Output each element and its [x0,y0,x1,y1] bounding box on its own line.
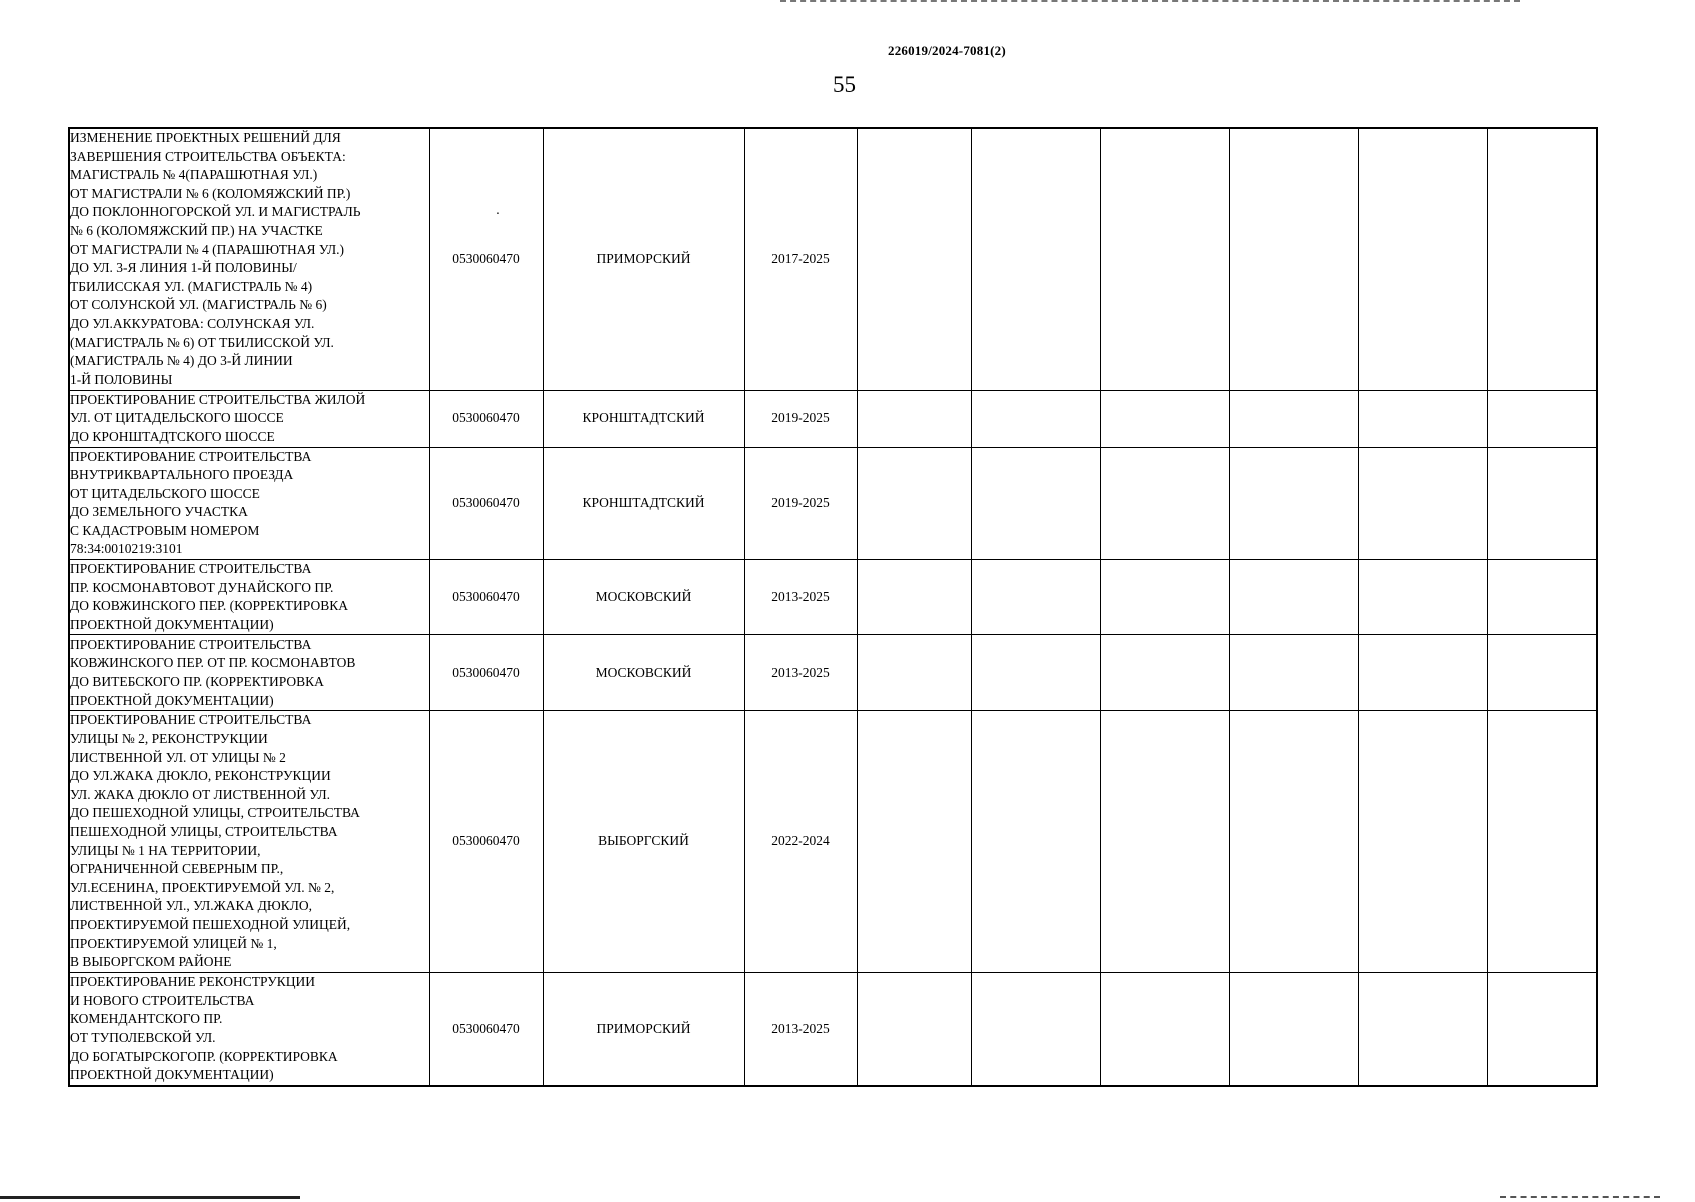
empty-cell [1229,972,1358,1086]
empty-cell [857,390,971,447]
object-name: ПРОЕКТИРОВАНИЕ СТРОИТЕЛЬСТВА ЖИЛОЙ УЛ. ОТ ЦИТАДЕЛЬСКОГО ШОССЕ ДО КРОНШТАДТСКОГО ШОССЕ [69,390,429,447]
period: 2013-2025 [744,972,857,1086]
empty-cell [971,128,1100,390]
empty-cell [971,635,1100,711]
empty-cell [1229,711,1358,972]
table-row [69,390,1597,447]
works-table [68,127,1598,1087]
district: КРОНШТАДТСКИЙ [543,390,744,447]
table-row [69,635,1597,711]
empty-cell [1358,972,1487,1086]
empty-cell [1100,128,1229,390]
target-article-code: 0530060470 [429,972,543,1086]
table-row [69,128,1597,390]
empty-cell [971,972,1100,1086]
empty-cell [1487,560,1597,635]
district: МОСКОВСКИЙ [543,635,744,711]
empty-cell [1358,128,1487,390]
table-row [69,447,1597,560]
period: 2017-2025 [744,128,857,390]
empty-cell [1229,560,1358,635]
target-article-code: 0530060470 [429,560,543,635]
empty-cell [1487,447,1597,560]
target-article-code: · 0530060470 [429,128,543,390]
period: 2022-2024 [744,711,857,972]
object-name: ПРОЕКТИРОВАНИЕ СТРОИТЕЛЬСТВА КОВЖИНСКОГО ПЕР. ОТ ПР. КОСМОНАВТОВ ДО ВИТЕБСКОГО ПР. (КОРРЕКТИРОВКА ПРОЕКТНОЙ ДОКУМЕНТАЦИИ) [69,635,429,711]
empty-cell [857,447,971,560]
empty-cell [1487,972,1597,1086]
district: ВЫБОРГСКИЙ [543,711,744,972]
empty-cell [1229,635,1358,711]
empty-cell [857,560,971,635]
empty-cell [1358,560,1487,635]
empty-cell [1358,711,1487,972]
object-name: ПРОЕКТИРОВАНИЕ РЕКОНСТРУКЦИИ И НОВОГО СТРОИТЕЛЬСТВА КОМЕНДАНТСКОГО ПР. ОТ ТУПОЛЕВСКОЙ УЛ. ДО БОГАТЫРСКОГОПР. (КОРРЕКТИРОВКА ПРОЕКТНОЙ ДОКУМЕНТАЦИИ) [69,972,429,1086]
scan-edge-bottom-right [1500,1196,1660,1201]
empty-cell [971,447,1100,560]
empty-cell [1100,390,1229,447]
district: КРОНШТАДТСКИЙ [543,447,744,560]
period: 2013-2025 [744,635,857,711]
district: ПРИМОРСКИЙ [543,128,744,390]
scan-dot: · [495,206,501,222]
table-row [69,711,1597,972]
empty-cell [1100,711,1229,972]
scan-edge-top [780,0,1520,5]
empty-cell [1487,711,1597,972]
object-name: ПРОЕКТИРОВАНИЕ СТРОИТЕЛЬСТВА ПР. КОСМОНАВТОВОТ ДУНАЙСКОГО ПР. ДО КОВЖИНСКОГО ПЕР. (КОРРЕКТИРОВКА ПРОЕКТНОЙ ДОКУМЕНТАЦИИ) [69,560,429,635]
object-name: ПРОЕКТИРОВАНИЕ СТРОИТЕЛЬСТВА УЛИЦЫ № 2, РЕКОНСТРУКЦИИ ЛИСТВЕННОЙ УЛ. ОТ УЛИЦЫ № 2 ДО УЛ.ЖАКА ДЮКЛО, РЕКОНСТРУКЦИИ УЛ. ЖАКА ДЮКЛО ОТ ЛИСТВЕННОЙ УЛ. ДО ПЕШЕХОДНОЙ УЛИЦЫ, СТРОИТЕЛЬСТВА ПЕШЕХОДНОЙ УЛИЦЫ, СТРОИТЕЛЬСТВА УЛИЦЫ № 1 НА ТЕРРИТОРИИ, ОГРАНИЧЕННОЙ СЕВЕРНЫМ ПР., УЛ.ЕСЕНИНА, ПРОЕКТИРУЕМОЙ УЛ. № 2, ЛИСТВЕННОЙ УЛ., УЛ.ЖАКА ДЮКЛО, ПРОЕКТИРУЕМОЙ ПЕШЕХОДНОЙ УЛИЦЕЙ, ПРОЕКТИРУЕМОЙ УЛИЦЕЙ № 1, В ВЫБОРГСКОМ РАЙОНЕ [69,711,429,972]
target-article-code: 0530060470 [429,390,543,447]
district: ПРИМОРСКИЙ [543,972,744,1086]
empty-cell [1487,635,1597,711]
table-row [69,972,1597,1086]
empty-cell [1487,390,1597,447]
scan-edge-bottom-left [0,1196,300,1202]
object-name: ИЗМЕНЕНИЕ ПРОЕКТНЫХ РЕШЕНИЙ ДЛЯ ЗАВЕРШЕНИЯ СТРОИТЕЛЬСТВА ОБЪЕКТА: МАГИСТРАЛЬ № 4(ПАРАШЮТНАЯ УЛ.) ОТ МАГИСТРАЛИ № 6 (КОЛОМЯЖСКИЙ ПР.) ДО ПОКЛОННОГОРСКОЙ УЛ. И МАГИСТРАЛЬ № 6 (КОЛОМЯЖСКИЙ ПР.) НА УЧАСТКЕ ОТ МАГИСТРАЛИ № 4 (ПАРАШЮТНАЯ УЛ.) ДО УЛ. 3-Я ЛИНИЯ 1-Й ПОЛОВИНЫ/ ТБИЛИССКАЯ УЛ. (МАГИСТРАЛЬ № 4) ОТ СОЛУНСКОЙ УЛ. (МАГИСТРАЛЬ № 6) ДО УЛ.АККУРАТОВА: СОЛУНСКАЯ УЛ. (МАГИСТРАЛЬ № 6) ОТ ТБИЛИССКОЙ УЛ. (МАГИСТРАЛЬ № 4) ДО 3-Й ЛИНИИ 1-Й ПОЛОВИНЫ [69,128,429,390]
empty-cell [1229,390,1358,447]
target-article-code: 0530060470 [429,635,543,711]
empty-cell [1358,390,1487,447]
empty-cell [857,972,971,1086]
empty-cell [1100,635,1229,711]
empty-cell [857,635,971,711]
empty-cell [971,560,1100,635]
empty-cell [1229,447,1358,560]
page-number: 55 [833,72,856,97]
empty-cell [1229,128,1358,390]
period: 2019-2025 [744,390,857,447]
period: 2013-2025 [744,560,857,635]
empty-cell [1358,635,1487,711]
empty-cell [1100,560,1229,635]
document-number: 226019/2024-7081(2) [888,43,1006,58]
district: МОСКОВСКИЙ [543,560,744,635]
target-article-code: 0530060470 [429,447,543,560]
empty-cell [1487,128,1597,390]
empty-cell [971,711,1100,972]
table-row [69,560,1597,635]
object-name: ПРОЕКТИРОВАНИЕ СТРОИТЕЛЬСТВА ВНУТРИКВАРТАЛЬНОГО ПРОЕЗДА ОТ ЦИТАДЕЛЬСКОГО ШОССЕ ДО ЗЕМЕЛЬНОГО УЧАСТКА С КАДАСТРОВЫМ НОМЕРОМ 78:34:0010219:3101 [69,447,429,560]
empty-cell [857,711,971,972]
empty-cell [971,390,1100,447]
period: 2019-2025 [744,447,857,560]
empty-cell [857,128,971,390]
target-article-code: 0530060470 [429,711,543,972]
empty-cell [1100,972,1229,1086]
empty-cell [1358,447,1487,560]
empty-cell [1100,447,1229,560]
